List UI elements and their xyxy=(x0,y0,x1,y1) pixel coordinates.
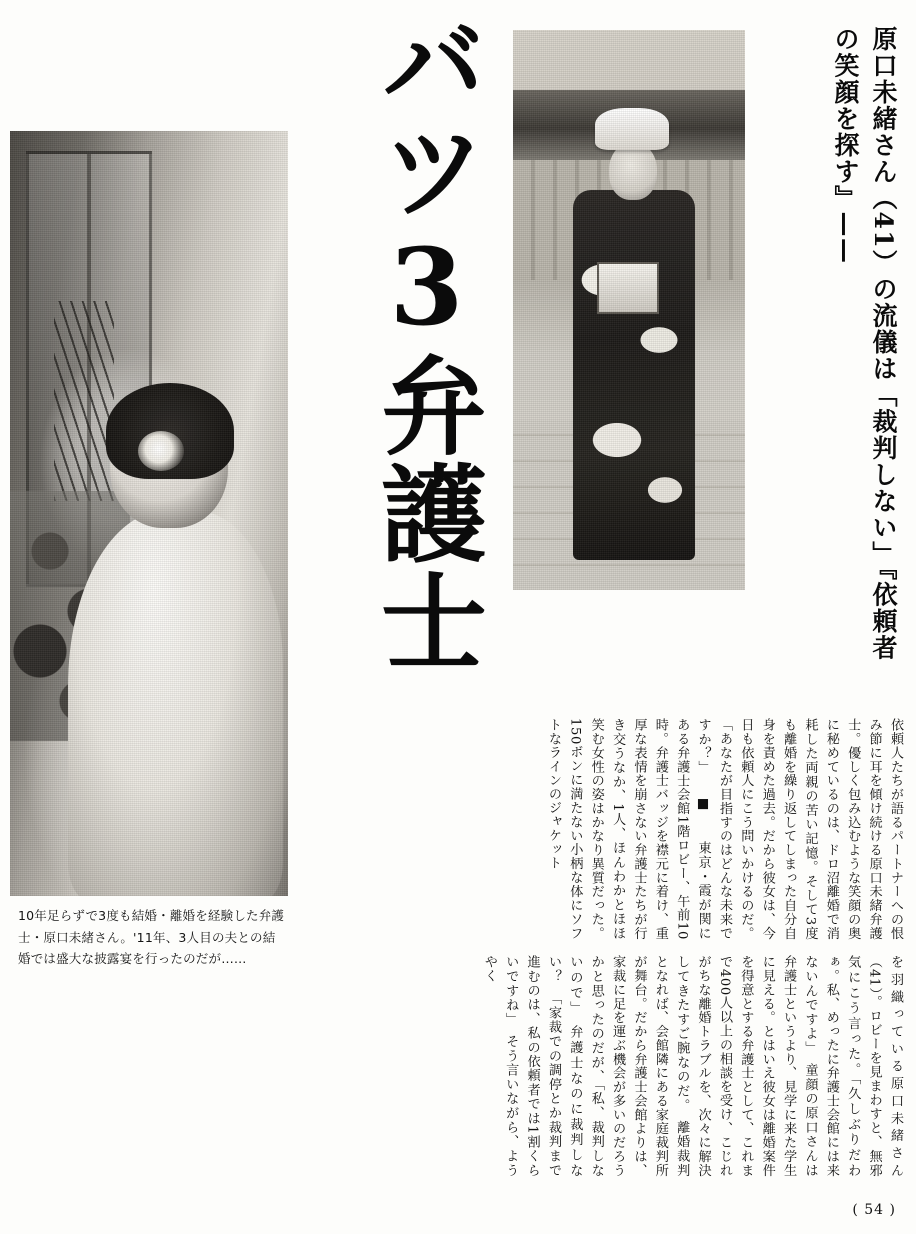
photo-bride-left xyxy=(10,131,288,896)
page-number: ( 54 ) xyxy=(852,1202,896,1218)
article-body-upper: 依頼人たちが語るパートナーへの恨み節に耳を傾け続ける原口未緒弁護士。優しく包み込むような笑顔の奥に秘めているのは、ドロ沼離婚で消耗した両親の苦い記憶。そして3度も離婚を繰り返してしまった自分自身を責めた過去。だから彼女は、今日も依頼人にこう問いかけるのだ。「あなたが目指すのはどんな未来ですか？」 ■ 東京・霞が関にある弁護士会館1階ロビー、午前10時。弁護士バッジを襟元に着け、重厚な表情を崩さない弁護士たちが行き交うなか、1人、ほんわかとほほ笑む女性の姿はかなり異質だった。150ボンに満たない小柄な体にソフトなラインのジャケット xyxy=(546,718,903,940)
page-title: バツ3弁護士 xyxy=(364,8,489,675)
halftone-grain xyxy=(10,131,288,896)
photo-bride-kimono-right xyxy=(513,30,745,590)
photo-left-caption: 10年足らずで3度も結婚・離婚を経験した弁護士・原口未緒さん。'11年、3人目の夫との結婚では盛大な披露宴を行ったのだが…… xyxy=(18,908,285,966)
article-body-lower: を羽織っている原口未緒さん（41）。ロビーを見まわすと、無邪気にこう言った。「久しぶりだわぁ。私、めったに弁護士会館には来ないんですよ」 童顔の原口さんは弁護士というより、見学に来た学生に見える。とはいえ彼女は離婚案件を得意とする弁護士として、これまで400人以上の相談を受け、こじれがちな離婚トラブルを、次々に解決してきたすご腕なのだ。 離婚裁判となれば、会館隣にある家庭裁判所が舞台。だから弁護士会館よりは、家裁に足を運ぶ機会が多いのだろうかと思ったのだが、「私、裁判しないので」 弁護士なのに裁判しない？ 「家裁での調停とか裁判まで進むのは、私の依頼者では1割くらいですね」 そう言いながら、ようやく xyxy=(481,955,903,1177)
subheadline: 原口未緒さん（41）の流儀は「裁判しない」『依頼者の笑顔を探す』—— xyxy=(831,26,898,661)
halftone-grain xyxy=(513,30,745,590)
